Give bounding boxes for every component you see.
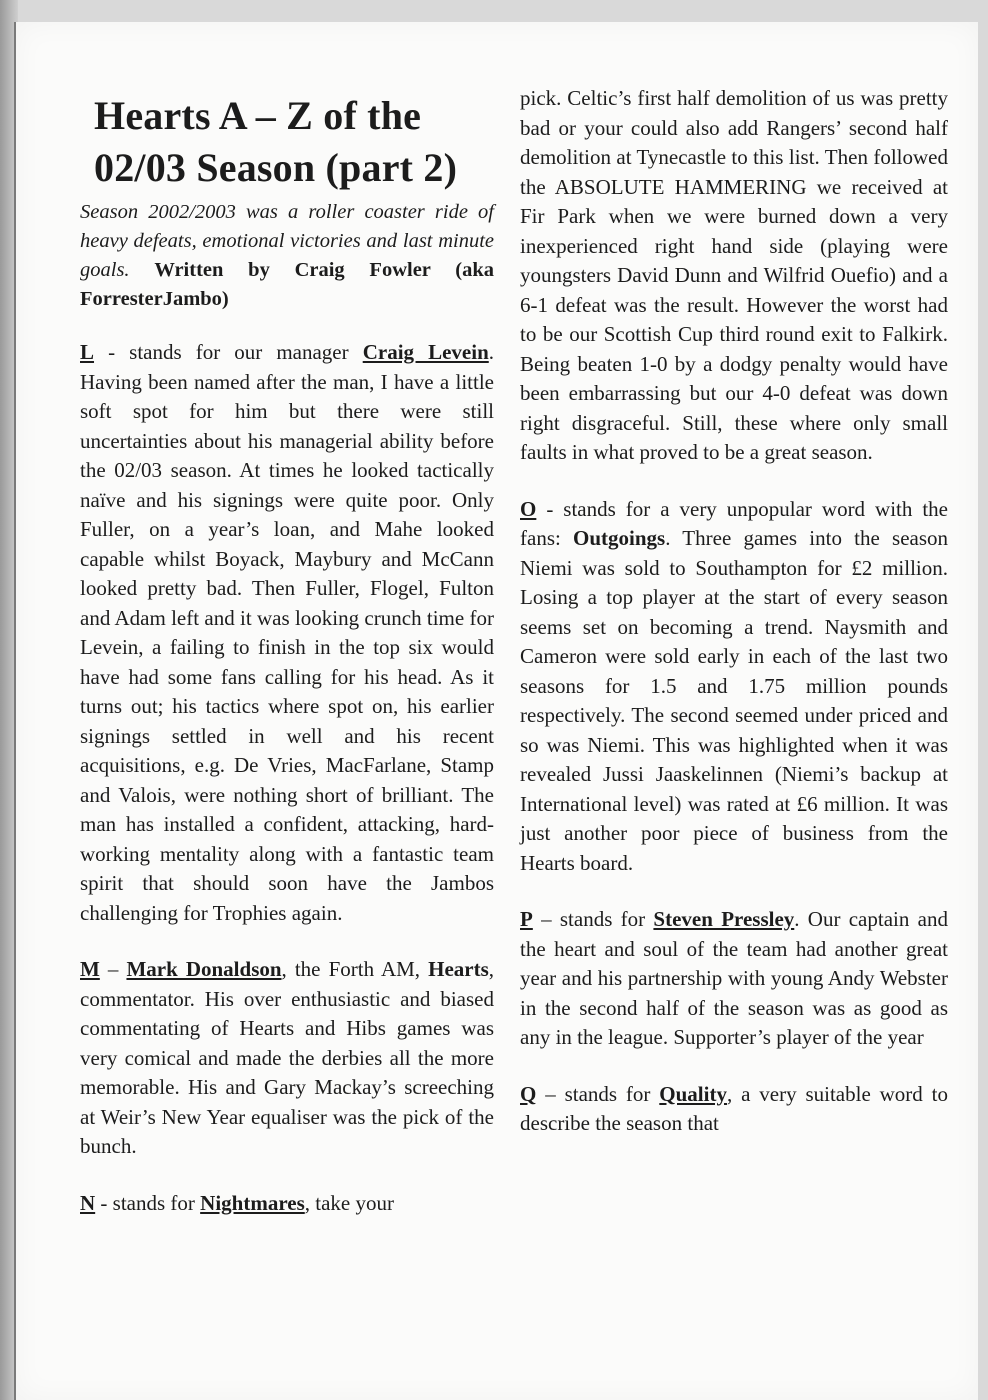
- entry-q: [520, 1080, 948, 1139]
- entry-key2: Hearts: [428, 957, 489, 981]
- article-title: Hearts A – Z of the 02/03 Season (part 2): [94, 93, 458, 190]
- entry-text: , a very suitable word to describe the season that: [520, 1081, 948, 1135]
- subtitle-text: Season 2002/2003 was a roller coaster ride of heavy defeats, emotional victories and last minute goals.: [80, 201, 494, 281]
- byline: Written by Craig Fowler (aka ForresterJambo): [80, 259, 495, 310]
- entry-pre: - stands for our manager: [94, 340, 363, 364]
- entry-letter: P: [520, 907, 533, 931]
- entry-text: . Our captain and the heart and soul of the team had another great year and his partnership with young Andy Webster in the second half of the season was as good as any in the league. Supporter’s player of the year: [520, 907, 948, 1049]
- entry-pre: – stands for: [536, 1081, 660, 1106]
- entry-letter: Q: [520, 1081, 537, 1106]
- entry-text: . Three games into the season Niemi was sold to Southampton for £2 million. Losing a top player at the start of every season seems set on becoming a trend. Naysmith and Cameron were sold early in each of the last two seasons for 1.5 and 1.75 million pounds respectively. The second seemed under priced and so was Niemi. This was highlighted when it was revealed Jussi Jaaskelinnen (Niemi’s backup at International level) was rated at £6 million. It was just another poor piece of business from the Hearts board.: [520, 526, 949, 875]
- entry-key: Mark Donaldson: [126, 957, 282, 981]
- entry-o: [520, 495, 948, 879]
- entry-key: Quality: [659, 1081, 727, 1106]
- entry-text: , take your: [304, 1190, 394, 1215]
- entry-pre: - stands for a very unpopular word with the fans:: [520, 496, 948, 550]
- left-column: [80, 90, 494, 1245]
- entry-text: . Having been named after the man, I have a little soft spot for him but there were still uncertainties about his managerial ability before the 02/03 season. At times he looked tactically naïve and his signings were quite poor. Only Fuller, on a year’s loan, and Mahe looked capable whilst Boyack, Maybury and McCann looked pretty bad. Then Fuller, Flogel, Fulton and Adam left and it was looking crunch time for Levein, a failing to finish in the top six would have had some fans calling for his head. As it turns out; his tactics where spot on, his earlier signings settled in well and his recent acquisitions, e.g. De Vries, MacFarlane, Stamp and Valois, were nothing short of brilliant. The man has installed a confident, attacking, hard-working mentality along with a fantastic team spirit that should soon have the Jambos challenging for Trophies again.: [80, 340, 495, 925]
- entry-letter: O: [520, 496, 537, 521]
- entry-key: Nightmares: [200, 1190, 305, 1215]
- entry-pre: – stands for: [532, 907, 654, 931]
- entry-letter: M: [80, 957, 100, 981]
- entry-pre: - stands for: [95, 1190, 201, 1215]
- entry-key: Steven Pressley: [653, 907, 795, 931]
- right-column: [520, 84, 948, 1166]
- entry-key: Craig Levein: [362, 340, 489, 364]
- entry-l: [80, 338, 494, 928]
- entry-n-start: [80, 1189, 494, 1219]
- entry-m: [80, 955, 494, 1162]
- article-subtitle: [80, 198, 494, 314]
- entry-mid: , the Forth AM,: [281, 957, 429, 981]
- entry-pre: –: [99, 957, 127, 981]
- entry-text: , commentator. His over enthusiastic and biased commentating of Hearts and Hibs games was very comical and made the derbies all the more memorable. His and Gary Mackay’s screeching at Weir’s New Year equaliser was the pick of the bunch.: [80, 957, 495, 1158]
- entry-key: Outgoings: [573, 526, 666, 550]
- entry-text: pick. Celtic’s first half demolition of us was pretty bad or your could also add Rangers’ second half demolition at Tynecastle to this list. Then followed the ABSOLUTE HAMMERING we received at Fir Park when we were burned down a very inexperienced right hand side (playing were youngsters David Dunn and Wilfrid Ouefio) and a 6-1 defeat was the result. However the worst had to be our Scottish Cup third round exit to Falkirk. Being beaten 1-0 by a dodgy penalty would have been embarrassing but our 4-0 defeat was down right disgraceful. Still, these where only small faults in what proved to be a great season.: [520, 86, 948, 464]
- entry-letter: N: [80, 1190, 96, 1215]
- document-page: [14, 22, 978, 1400]
- entry-p: [520, 905, 948, 1053]
- entry-letter: L: [80, 340, 95, 364]
- entry-n-continued: [520, 84, 948, 468]
